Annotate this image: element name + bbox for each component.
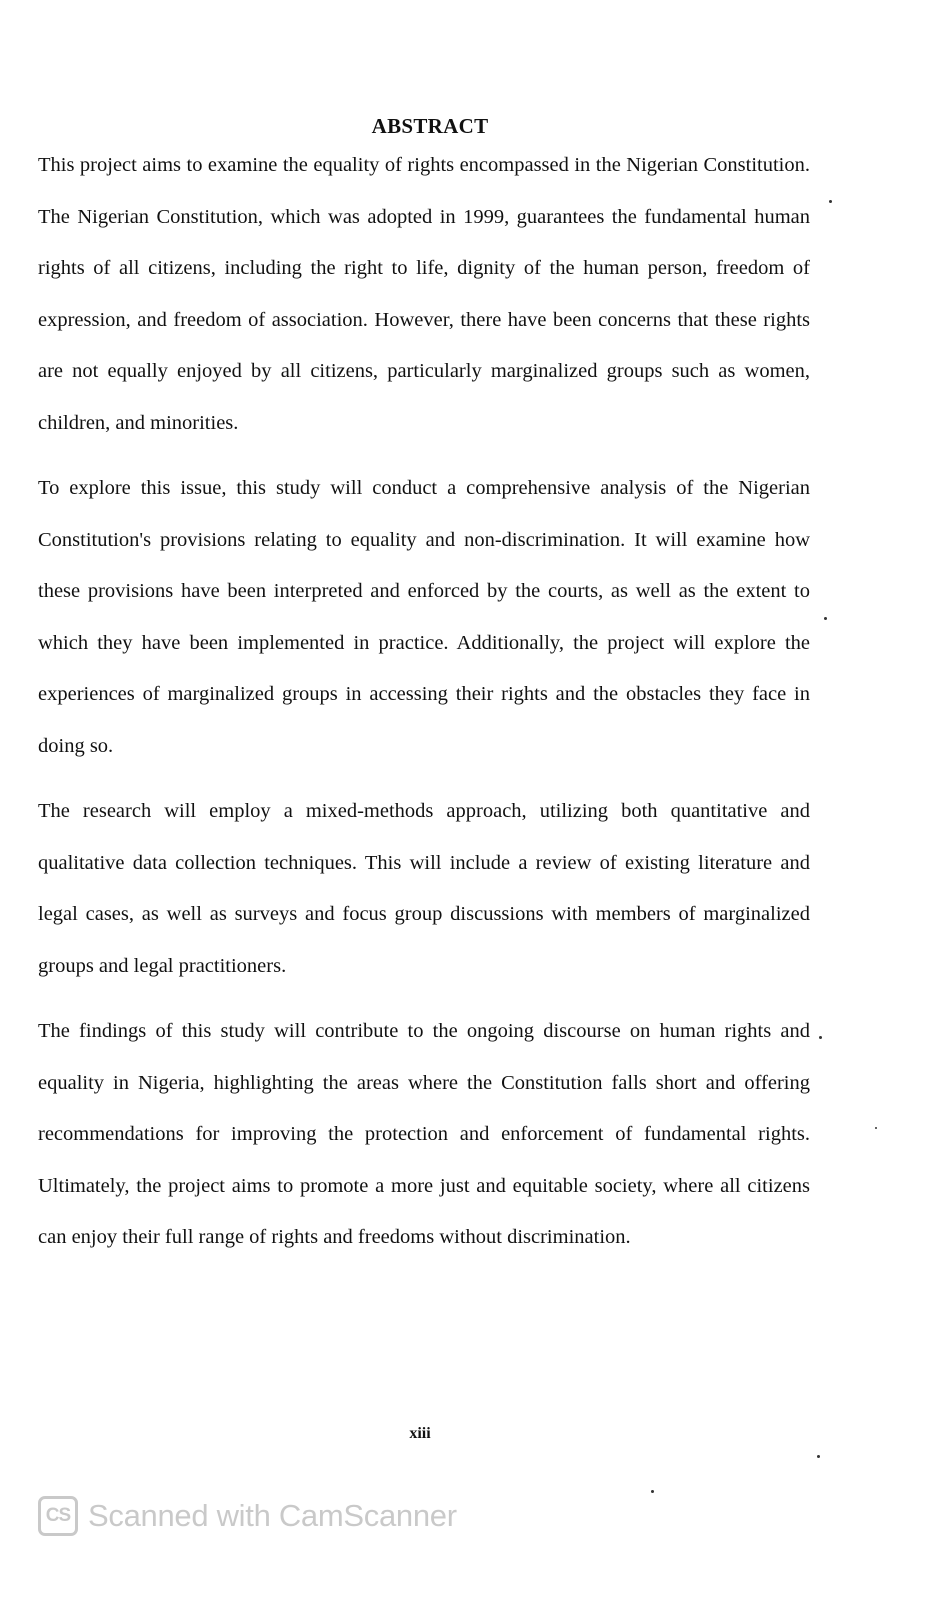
watermark-text: Scanned with CamScanner: [88, 1498, 457, 1533]
scan-speck: [819, 1036, 822, 1039]
camscanner-watermark: [38, 1495, 457, 1537]
camscanner-logo-icon: CS: [38, 1496, 78, 1536]
scan-speck: [651, 1490, 654, 1493]
paragraph-2: To explore this issue, this study will conduct a comprehensive analysis of the Nigerian Constitution's provisions relating to equality and non-discrimination. It will examine how these provisions have been interpreted and enforced by the courts, as well as the extent to which they have been implemented in practice. Additionally, the project will explore the experiences of marginalized groups in accessing their rights and the obstacles they face in doing so.: [38, 477, 810, 757]
page-number: xiii: [409, 1425, 431, 1442]
scan-speck: [875, 1127, 877, 1129]
abstract-body: [38, 140, 810, 1264]
abstract-heading: ABSTRACT: [371, 114, 489, 138]
paragraph-3: The research will employ a mixed-methods approach, utilizing both quantitative and qualitative data collection techniques. This will include a review of existing literature and legal cases, as well as surveys and focus group discussions with members of marginalized groups and legal practitioners.: [38, 800, 810, 977]
scan-speck: [829, 200, 832, 203]
paragraph-1: This project aims to examine the equality of rights encompassed in the Nigerian Constitution. The Nigerian Constitution, which was adopted in 1999, guarantees the fundamental human rights of all citizens, including the right to life, dignity of the human person, freedom of expression, and freedom of association. However, there have been concerns that these rights are not equally enjoyed by all citizens, particularly marginalized groups such as women, children, and minorities.: [38, 154, 810, 434]
scan-speck: [824, 617, 827, 620]
paragraph-4: The findings of this study will contribute to the ongoing discourse on human rights and equality in Nigeria, highlighting the areas where the Constitution falls short and offering recommendations for improving the protection and enforcement of fundamental rights. Ultimately, the project aims to promote a more just and equitable society, where all citizens can enjoy their full range of rights and freedoms without discrimination.: [38, 1020, 810, 1248]
scan-speck: [817, 1455, 820, 1458]
